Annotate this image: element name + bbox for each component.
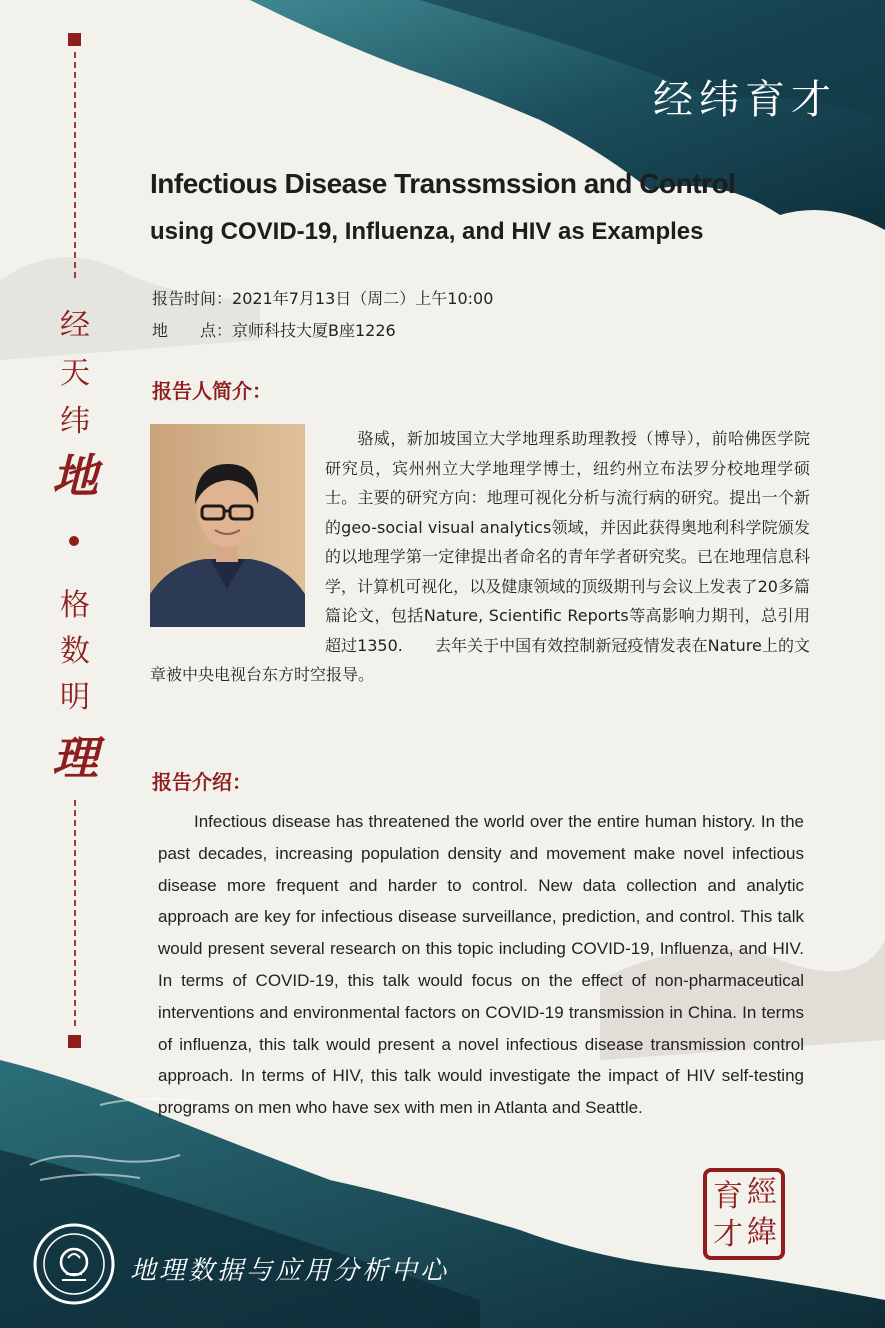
- faculty-logo-icon: [32, 1222, 116, 1306]
- place-label: 地 点：: [152, 321, 233, 340]
- side-char-7: 明: [60, 680, 90, 715]
- seal-char-1: 經: [747, 1175, 777, 1210]
- time-row: [152, 286, 493, 309]
- speaker-heading: 报告人简介：: [152, 379, 272, 403]
- bottom-dashed-line: [74, 800, 76, 1026]
- seal-char-2: 育: [713, 1179, 743, 1214]
- red-seal-stamp: [703, 1168, 785, 1260]
- motto-calligraphy: 经纬育才: [653, 77, 837, 123]
- side-char-5: 格: [60, 588, 90, 623]
- talk-title: Infectious Disease Transsmssion and Control: [150, 168, 736, 199]
- top-dashed-line: [74, 52, 76, 278]
- side-char-4: 地: [52, 449, 98, 503]
- seal-char-4: 才: [713, 1217, 743, 1252]
- top-square-ornament: [68, 33, 81, 46]
- side-char-1: 经: [60, 308, 90, 343]
- bottom-square-ornament: [68, 1035, 81, 1048]
- speaker-photo: [150, 424, 305, 627]
- side-char-3: 纬: [60, 404, 90, 439]
- side-char-6: 数: [60, 634, 90, 669]
- place-row: [152, 318, 396, 341]
- talk-subtitle: using COVID-19, Influenza, and HIV as Examples: [150, 218, 704, 245]
- place-value: 京师科技大厦B座1226: [232, 321, 396, 340]
- side-char-2: 天: [60, 356, 90, 391]
- abstract-heading: 报告介绍：: [152, 770, 252, 794]
- seal-char-3: 緯: [747, 1215, 777, 1250]
- time-value: 2021年7月13日（周二）上午10:00: [232, 289, 494, 308]
- side-char-8: 理: [52, 731, 98, 785]
- side-dot: [69, 536, 79, 546]
- footer-center-name: 地理数据与应用分析中心: [130, 1256, 450, 1286]
- time-label: 报告时间：: [152, 289, 233, 308]
- abstract-text: Infectious disease has threatened the world over the entire human history. In the past decades, increasing population density and movement make novel infectious disease more frequent and harder to control. New data collection and analytic approach are key for infectious disease surveillance, prediction, and control. This talk would present several research on this topic including COVID-19, Influenza, and HIV. In terms of COVID-19, this talk would focus on the effect of non-pharmaceutical interventions and environmental factors on COVID-19 transmission in China. In terms of influenza, this talk would present a novel infectious disease transmission control approach. In terms of HIV, this talk would investigate the impact of HIV self-testing programs on men who have sex with men in Atlanta and Seattle.: [158, 812, 804, 1118]
- speaker-bio: 骆威，新加坡国立大学地理系助理教授（博导），前哈佛医学院研究员，宾州州立大学地理学博士，纽约州立布法罗分校地理学硕士。主要的研究方向：地理可视化分析与流行病的研究。提出一个新的geo-social visual analytics领域，并因此获得奥地利科学院颁发的以地理学第一定律提出者命名的青年学者研究奖。已在地理信息科学，计算机可视化，以及健康领域的顶级期刊与会议上发表了20多篇篇论文，包括Nature, Scientific Reports等高影响力期刊，总引用超过1350. 去年关于中国有效控制新冠疫情发表在Nature上的文章被中央电视台东方时空报导。: [150, 429, 810, 684]
